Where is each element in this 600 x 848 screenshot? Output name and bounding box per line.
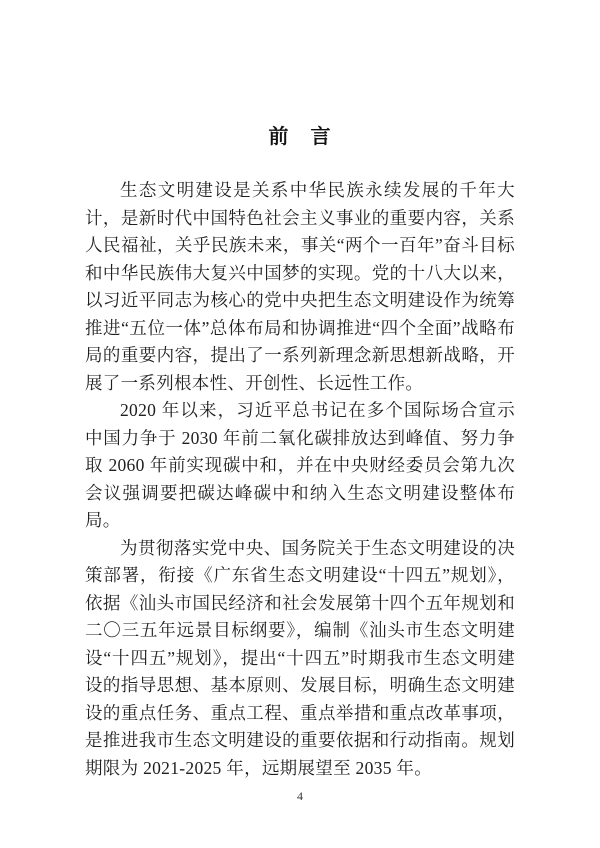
document-body xyxy=(85,177,515,782)
paragraph-1: 生态文明建设是关系中华民族永续发展的千年大计，是新时代中国特色社会主义事业的重要内容，关系人民福祉，关乎民族未来，事关“两个一百年”奋斗目标和中华民族伟大复兴中国梦的实现。党的十八大以来，以习近平同志为核心的党中央把生态文明建设作为统筹推进“五位一体”总体布局和协调推进“四个全面”战略布局的重要内容，提出了一系列新理念新思想新战略，开展了一系列根本性、开创性、长远性工作。 xyxy=(85,180,515,393)
paragraph-3: 为贯彻落实党中央、国务院关于生态文明建设的决策部署，衔接《广东省生态文明建设“十四五”规划》，依据《汕头市国民经济和社会发展第十四个五年规划和二〇三五年远景目标纲要》，编制《汕头市生态文明建设“十四五”规划》，提出“十四五”时期我市生态文明建设的指导思想、基本原则、发展目标，明确生态文明建设的重点任务、重点工程、重点举措和重点改革事项，是推进我市生态文明建设的重要依据和行动指南。规划期限为 2021-2025 年，远期展望至 2035 年。 xyxy=(85,537,515,778)
page-number: 4 xyxy=(297,789,303,803)
page-title: 前 言 xyxy=(268,126,332,148)
paragraph-2: 2020 年以来，习近平总书记在多个国际场合宣示中国力争于 2030 年前二氧化碳排放达到峰值、努力争取 2060 年前实现碳中和，并在中央财经委员会第九次会议强调要把碳达峰碳中和纳入生态文明建设整体布局。 xyxy=(85,400,515,530)
